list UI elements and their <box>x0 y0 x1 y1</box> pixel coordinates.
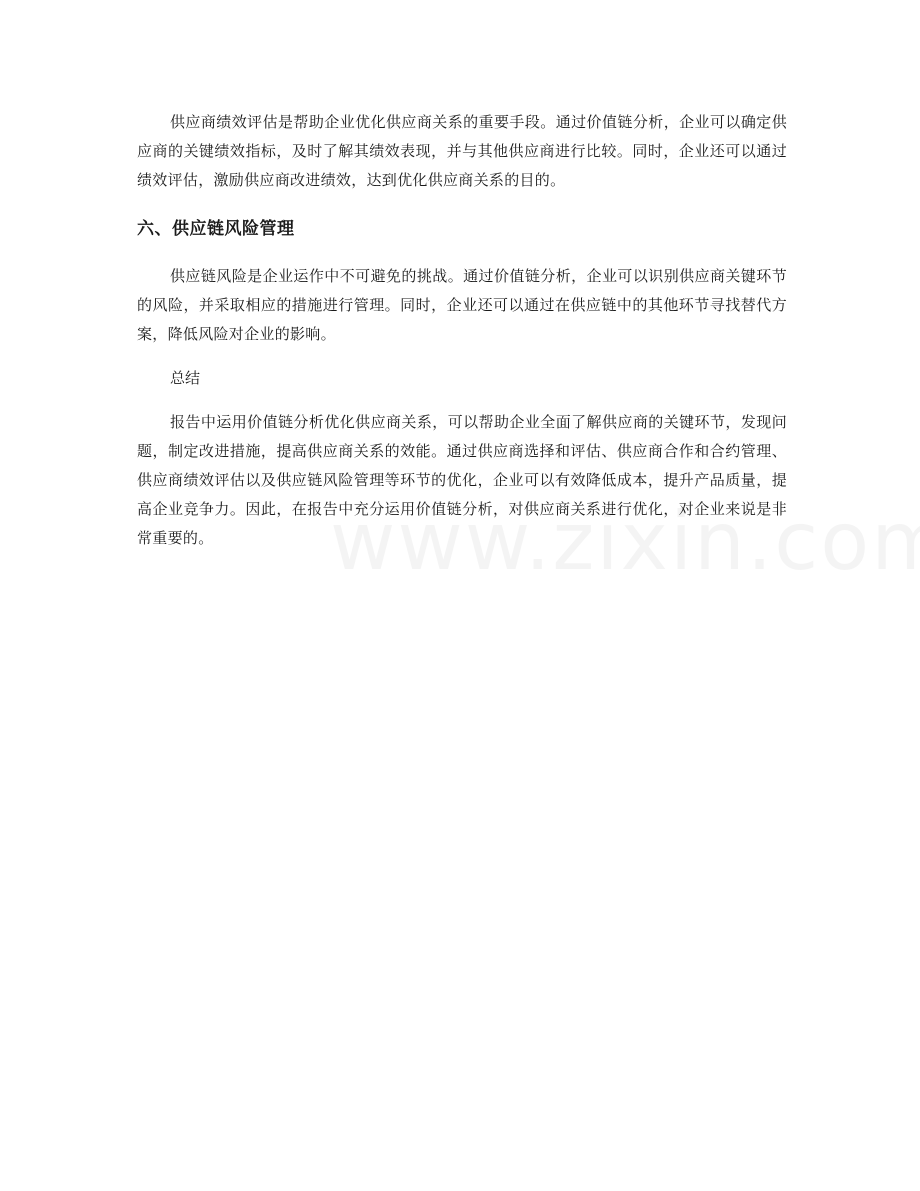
paragraph-summary: 报告中运用价值链分析优化供应商关系，可以帮助企业全面了解供应商的关键环节，发现问题，制定改进措施，提高供应商关系的效能。通过供应商选择和评估、供应商合作和合约管理、供应商绩效评估以及供应链风险管理等环节的优化，企业可以有效降低成本，提升产品质量，提高企业竞争力。因此，在报告中充分运用价值链分析，对供应商关系进行优化，对企业来说是非常重要的。 <box>137 413 787 547</box>
section-heading-risk-management: 六、供应链风险管理 <box>137 219 295 239</box>
summary-label: 总结 <box>170 369 201 387</box>
document-body <box>137 108 787 553</box>
paragraph-supply-chain-risk: 供应链风险是企业运作中不可避免的挑战。通过价值链分析，企业可以识别供应商关键环节的风险，并采取相应的措施进行管理。同时，企业还可以通过在供应链中的其他环节寻找替代方案，降低风险对企业的影响。 <box>137 267 787 343</box>
paragraph-supplier-performance: 供应商绩效评估是帮助企业优化供应商关系的重要手段。通过价值链分析，企业可以确定供应商的关键绩效指标，及时了解其绩效表现，并与其他供应商进行比较。同时，企业还可以通过绩效评估，激励供应商改进绩效，达到优化供应商关系的目的。 <box>137 113 787 189</box>
